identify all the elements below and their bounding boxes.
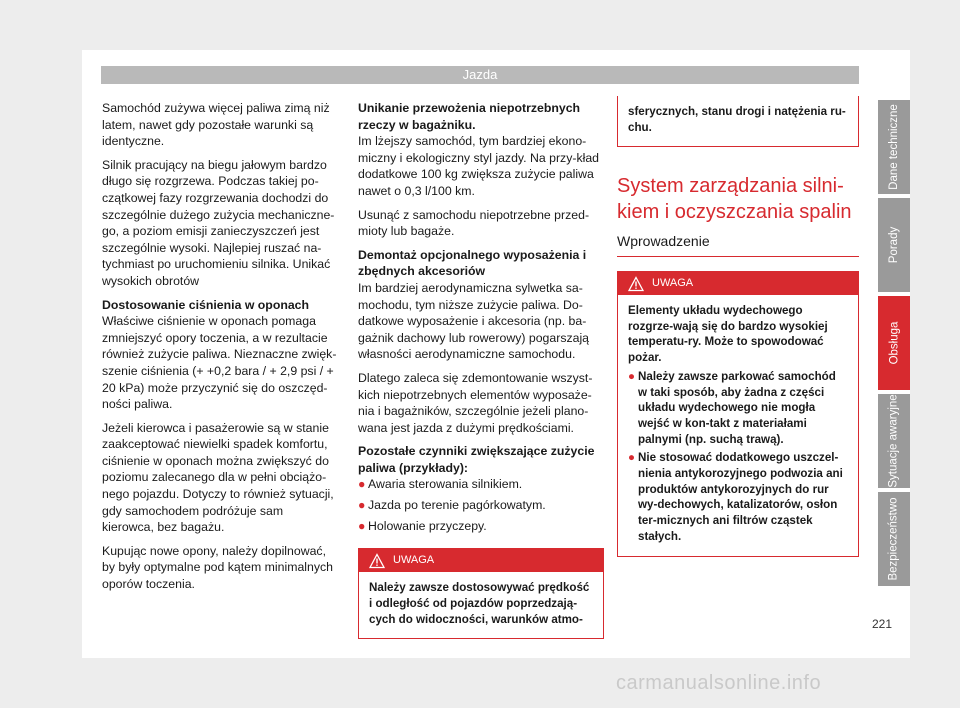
paragraph: Im lżejszy samochód, tym bardziej ekono-miczny i ekologiczny styl jazdy. Na przy-kład dodatkowe 100 kg zwiększa zużycie paliwa nawet o 0,3 l/100 km. <box>358 134 600 198</box>
warning-triangle-icon <box>369 553 385 569</box>
bullet-icon: ● <box>358 477 366 492</box>
list-item: ● Awaria sterowania silnikiem. <box>358 477 523 492</box>
warning-text: Elementy układu wydechowego rozgrze-wają się do bardzo wysokiej temperatu-ry. Może to spowodować pożar. <box>628 304 828 365</box>
tab-sytuacje-awaryjne[interactable]: Sytuacje awaryjne <box>878 394 910 488</box>
section-title: System zarządzania silni-kiem i oczyszczania spalin <box>617 175 852 224</box>
warning-text: sferycznych, stanu drogi i natężenia ru-chu. <box>628 105 846 134</box>
heading: Pozostałe czynniki zwiększające zużycie paliwa (przykłady): <box>358 444 595 475</box>
warning-header <box>618 272 858 295</box>
heading: Dostosowanie ciśnienia w oponach <box>102 297 310 312</box>
paragraph: Właściwe ciśnienie w oponach pomaga zmniejszyć opory toczenia, a w rezultacie również zużycie paliwa. Nieznaczne zwięk-szenie ciśnienia (+ +0,2 bara / + 2,9 psi / + 20 kPa) może przyczynić się do oszczęd-ności paliwa. <box>102 314 337 412</box>
column-1 <box>102 100 338 600</box>
paragraph: Samochód zużywa więcej paliwa zimą niż latem, nawet gdy pozostałe warunki są identyczne. <box>102 101 330 149</box>
warning-box <box>358 548 604 639</box>
bullet-icon: ● <box>628 451 636 465</box>
column-3 <box>617 96 859 557</box>
list-item: ● Nie stosować dodatkowego uszczel-nienia antykorozyjnego podwozia ani produktów antykorozyjnych do rur wy-dechowych, katalizatorów, osłon ter-micznych ani filtrów cząstek stałych. <box>628 451 843 543</box>
heading: Demontaż opcjonalnego wyposażenia i zbędnych akcesoriów <box>358 247 587 279</box>
paragraph: Dlatego zaleca się zdemontowanie wszyst-kich niepotrzebnych elementów wyposaże-nia i bagażników, szczególnie jeżeli plano-wana jest jazda z dużymi prędkościami. <box>358 370 593 435</box>
warning-header <box>359 549 603 572</box>
list-item: ● Holowanie przyczepy. <box>358 518 487 533</box>
warning-box <box>617 271 859 557</box>
paragraph: Silnik pracujący na biegu jałowym bardzo długo się rozgrzewa. Podczas takiej po-czątkowej fazy rozgrzewania dochodzi do szczególnie dużego zużycia mechaniczne-go, a poziom emisji zanieczyszczeń jest szczególnie wysoki. Najlepiej ruszać na-tychmiast po uruchomieniu silnika. Unikać wysokich obrotów <box>102 157 335 288</box>
bullet-list <box>358 476 604 534</box>
paragraph: Usunąć z samochodu niepotrzebne przed-mioty lub bagaże. <box>358 207 590 239</box>
tab-obsluga[interactable]: Obsługa <box>878 296 910 390</box>
warning-label: UWAGA <box>652 277 694 289</box>
page-header: Jazda <box>101 66 859 84</box>
warning-triangle-icon <box>628 276 644 292</box>
tab-dane-techniczne[interactable]: Dane techniczne <box>878 100 910 194</box>
page-number: 221 <box>872 617 893 631</box>
warning-box-continued <box>617 96 859 147</box>
warning-text: Należy zawsze dostosowywać prędkość i odległość od pojazdów poprzedzają-cych do widoczności, warunków atmo- <box>369 581 590 626</box>
warning-body <box>618 295 858 556</box>
tab-porady[interactable]: Porady <box>878 198 910 292</box>
subsection-title: Wprowadzenie <box>617 233 859 257</box>
list-item: ● Należy zawsze parkować samochód w taki sposób, aby żadna z części układu wydechowego nie mogła wejść w kon-takt z materiałami palnymi (np. suchą trawą). <box>628 369 836 446</box>
bullet-icon: ● <box>628 369 636 383</box>
warning-body <box>359 572 603 638</box>
warning-body <box>618 96 858 146</box>
warning-label: UWAGA <box>393 554 435 567</box>
column-2 <box>358 100 604 639</box>
bullet-icon: ● <box>358 498 366 513</box>
heading: Unikanie przewożenia niepotrzebnych rzeczy w bagażniku. <box>358 101 581 132</box>
paragraph: Im bardziej aerodynamiczna sylwetka sa-mochodu, tym niższe zużycie paliwa. Do-datkowe wyposażenie i akcesoria (np. ba-gażnik dachowy lub rowerowy) pogarszają własności aerodynamiczne samochodu. <box>358 280 590 362</box>
list-item: ● Jazda po terenie pagórkowatym. <box>358 498 546 513</box>
watermark: carmanualsonline.info <box>616 672 822 694</box>
paragraph: Kupując nowe opony, należy dopilnować, by były optymalne pod kątem minimalnych oporów toczenia. <box>102 543 334 592</box>
paragraph: Jeżeli kierowca i pasażerowie są w stanie zaakceptować niewielki spadek komfortu, ciśnienie w oponach można zwiększyć do poziomu zalecanego dla w pełni obciążo-nego pojazdu. Dotyczy to również sytuacji, gdy samochodem podróżuje sam kierowca, bez bagażu. <box>102 420 334 535</box>
tab-bezpieczenstwo[interactable]: Bezpieczeństwo <box>878 492 910 586</box>
bullet-icon: ● <box>358 518 366 533</box>
